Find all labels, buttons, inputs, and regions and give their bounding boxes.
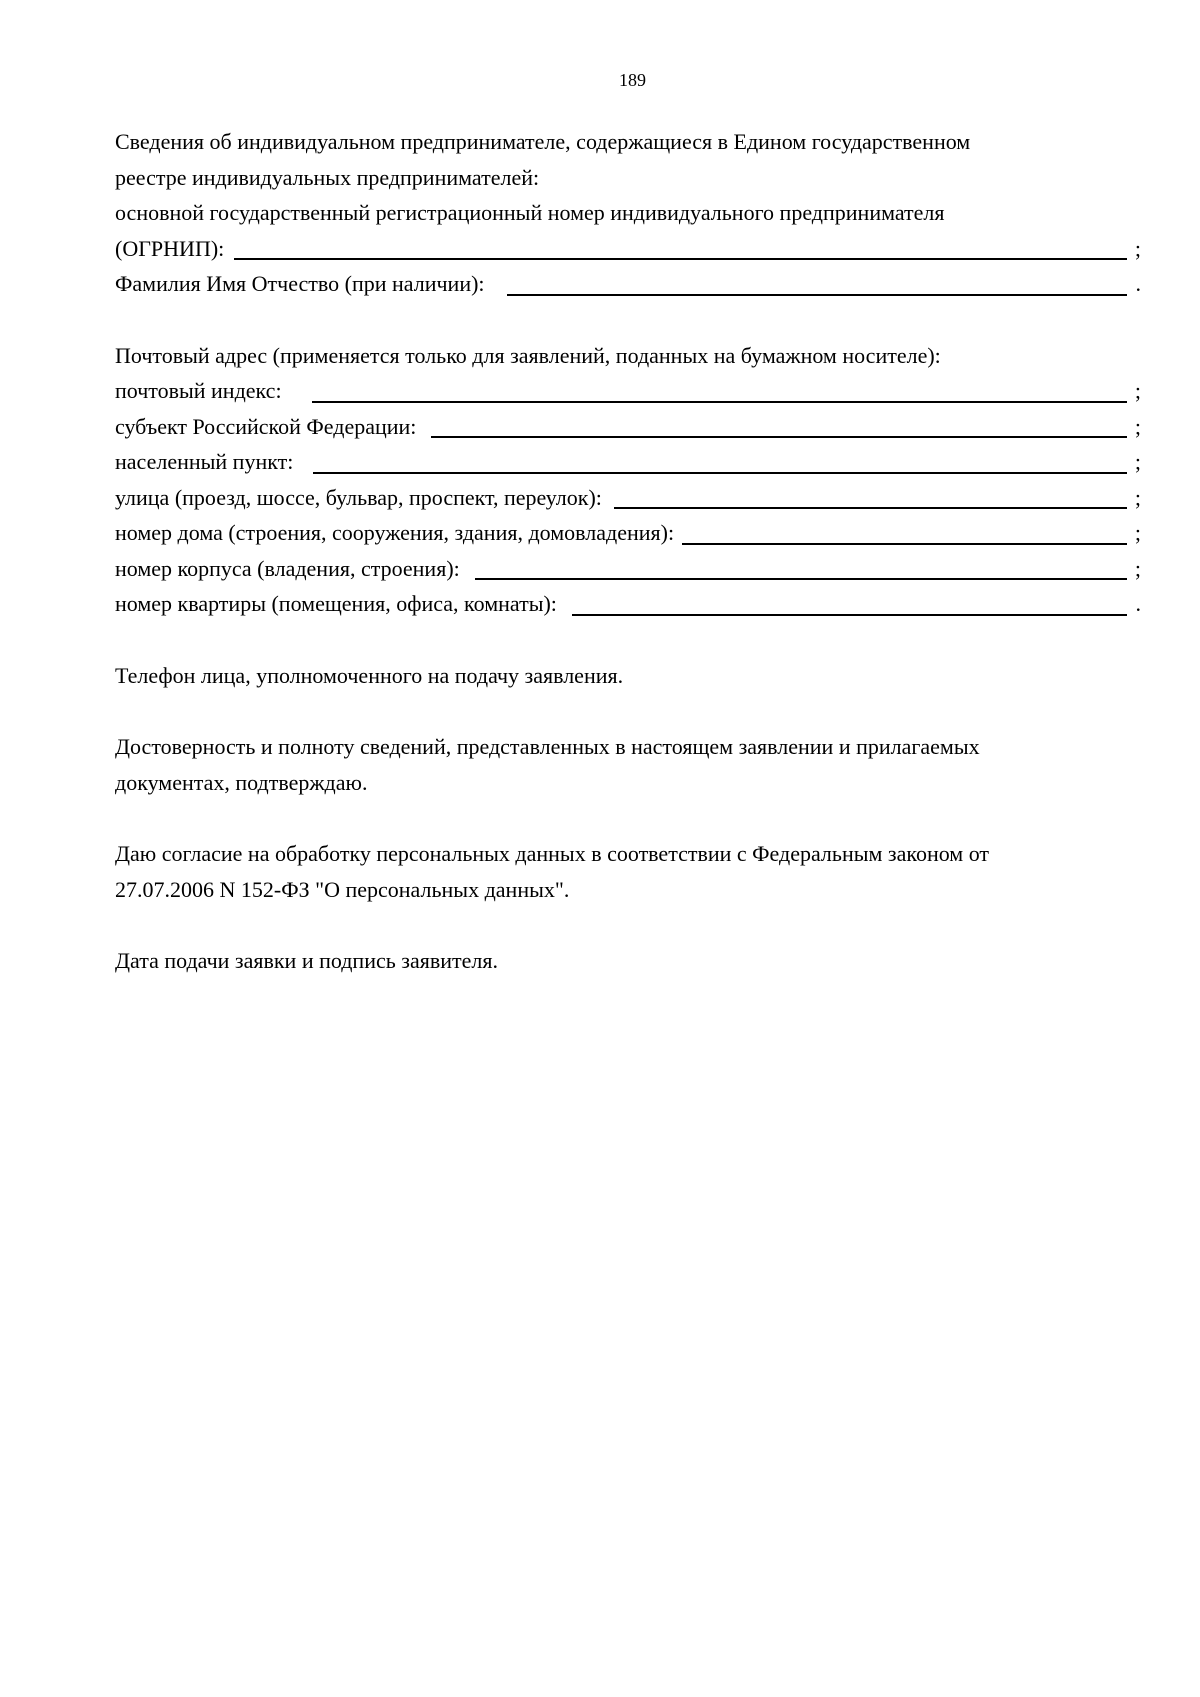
confirmation-line-2: документах, подтверждаю. bbox=[115, 769, 368, 795]
postal-code-field-row bbox=[115, 373, 1141, 409]
region-input[interactable] bbox=[431, 410, 1127, 438]
postal-code-input[interactable] bbox=[312, 375, 1127, 403]
apartment-label: номер квартиры (помещения, офиса, комнаты): bbox=[115, 591, 557, 616]
region-field-row bbox=[115, 409, 1141, 445]
phone-text: Телефон лица, уполномоченного на подачу заявления. bbox=[115, 662, 624, 688]
consent-line-1: Даю согласие на обработку персональных данных в соответствии с Федеральным законом от bbox=[115, 841, 990, 866]
locality-field-row bbox=[115, 444, 1141, 480]
postal-code-end: ; bbox=[1134, 378, 1141, 403]
street-field-row bbox=[115, 480, 1141, 516]
date-signature-text: Дата подачи заявки и подпись заявителя. bbox=[115, 948, 498, 973]
ogrnip-label: (ОГРНИП): bbox=[115, 235, 225, 261]
locality-label: населенный пункт: bbox=[115, 449, 294, 474]
full-name-input[interactable] bbox=[507, 268, 1127, 296]
consent-line-2: 27.07.2006 N 152-ФЗ "О персональных данных". bbox=[115, 876, 570, 902]
house-input[interactable] bbox=[682, 517, 1127, 545]
postal-code-label: почтовый индекс: bbox=[115, 378, 282, 403]
building-field-row bbox=[115, 551, 1141, 587]
full-name-end: . bbox=[1135, 271, 1141, 296]
apartment-end: . bbox=[1135, 591, 1141, 616]
ogrnip-field-row bbox=[115, 231, 1141, 267]
page-number: 189 bbox=[619, 70, 646, 90]
full-name-label: Фамилия Имя Отчество (при наличии): bbox=[115, 271, 485, 296]
region-end: ; bbox=[1134, 413, 1141, 439]
ogrnip-end: ; bbox=[1134, 235, 1141, 261]
street-label: улица (проезд, шоссе, бульвар, проспект, переулок): bbox=[115, 484, 602, 510]
apartment-field-row bbox=[115, 586, 1141, 622]
house-field-row bbox=[115, 515, 1141, 551]
locality-input[interactable] bbox=[313, 446, 1127, 474]
building-input[interactable] bbox=[475, 552, 1127, 580]
ogrnip-input[interactable] bbox=[234, 232, 1127, 260]
house-end: ; bbox=[1134, 520, 1141, 545]
locality-end: ; bbox=[1134, 449, 1141, 474]
form-content bbox=[115, 124, 1141, 979]
street-end: ; bbox=[1134, 484, 1141, 510]
confirmation-line-1: Достоверность и полноту сведений, представленных в настоящем заявлении и прилагаемых bbox=[115, 734, 980, 759]
house-label: номер дома (строения, сооружения, здания, домовладения): bbox=[115, 520, 675, 545]
building-label: номер корпуса (владения, строения): bbox=[115, 555, 460, 581]
building-end: ; bbox=[1134, 555, 1141, 581]
ip-intro-line-1: Сведения об индивидуальном предпринимателе, содержащиеся в Едином государственном bbox=[115, 129, 971, 154]
ogrnip-caption: основной государственный регистрационный номер индивидуального предпринимателя bbox=[115, 200, 945, 225]
street-input[interactable] bbox=[614, 481, 1127, 509]
address-heading: Почтовый адрес (применяется только для заявлений, поданных на бумажном носителе): bbox=[115, 342, 941, 368]
region-label: субъект Российской Федерации: bbox=[115, 413, 417, 439]
apartment-input[interactable] bbox=[572, 588, 1127, 616]
full-name-field-row bbox=[115, 266, 1141, 302]
ip-intro-line-2: реестре индивидуальных предпринимателей: bbox=[115, 164, 540, 190]
